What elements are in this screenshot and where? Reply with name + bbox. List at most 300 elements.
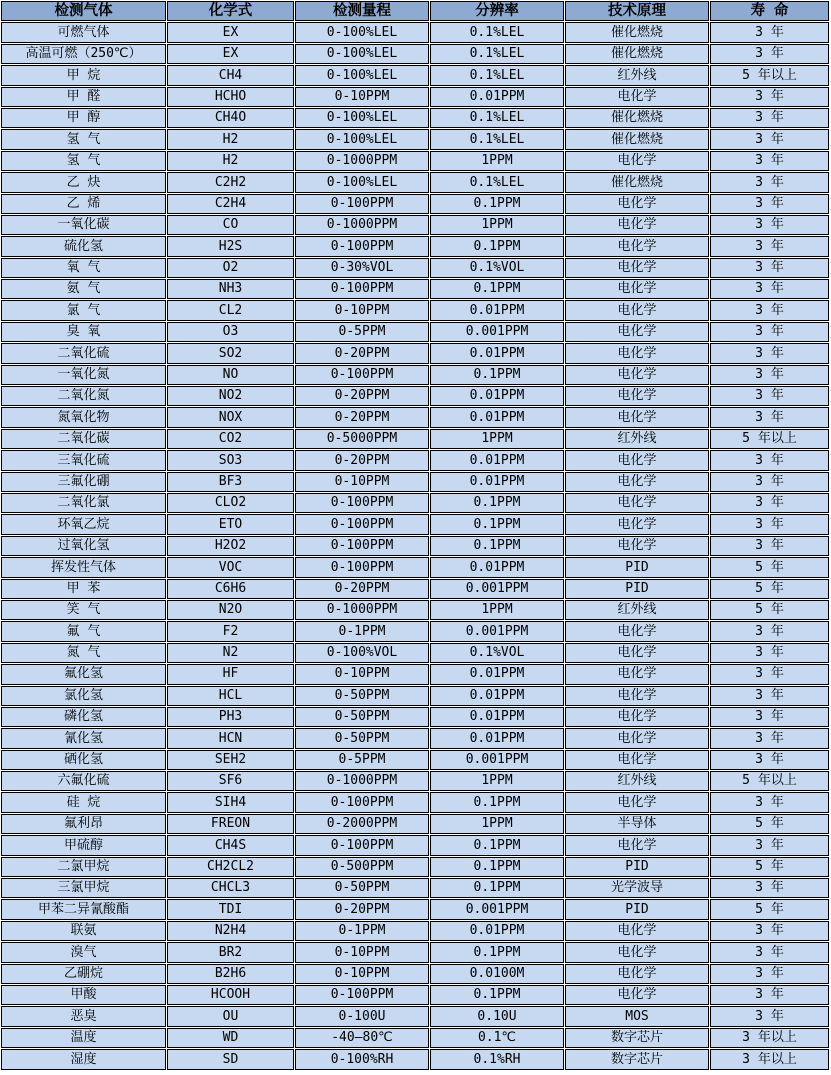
cell-technology: 电化学: [565, 215, 709, 235]
cell-technology: 电化学: [565, 407, 709, 427]
cell-detection-range: 0-50PPM: [295, 707, 429, 727]
table-row: [1, 899, 829, 919]
cell-resolution: 0.01PPM: [430, 472, 564, 492]
cell-chemical-formula: N2: [167, 643, 294, 663]
cell-lifespan: 5 年: [710, 814, 829, 834]
table-row: [1, 514, 829, 534]
table-row: [1, 621, 829, 641]
table-row: [1, 87, 829, 107]
column-header-resolution: 分辨率: [430, 1, 564, 21]
cell-lifespan: 3 年: [710, 921, 829, 941]
cell-resolution: 1PPM: [430, 429, 564, 449]
cell-lifespan: 3 年: [710, 22, 829, 42]
cell-technology: 电化学: [565, 664, 709, 684]
cell-detection-range: 0-20PPM: [295, 450, 429, 470]
table-row: [1, 194, 829, 214]
cell-gas-name: 二氯甲烷: [1, 857, 166, 877]
cell-technology: 电化学: [565, 386, 709, 406]
cell-resolution: 0.01PPM: [430, 300, 564, 320]
cell-chemical-formula: HCHO: [167, 87, 294, 107]
cell-technology: PID: [565, 579, 709, 599]
cell-gas-name: 三氯甲烷: [1, 878, 166, 898]
cell-gas-name: 氨 气: [1, 279, 166, 299]
cell-resolution: 1PPM: [430, 215, 564, 235]
cell-chemical-formula: CH4: [167, 65, 294, 85]
cell-chemical-formula: CL2: [167, 300, 294, 320]
cell-detection-range: 0-100PPM: [295, 365, 429, 385]
table-row: [1, 472, 829, 492]
cell-detection-range: 0-100%LEL: [295, 44, 429, 64]
cell-gas-name: 一氧化碳: [1, 215, 166, 235]
cell-resolution: 0.1PPM: [430, 236, 564, 256]
table-row: [1, 22, 829, 42]
cell-lifespan: 3 年: [710, 835, 829, 855]
cell-lifespan: 5 年以上: [710, 65, 829, 85]
cell-resolution: 0.01PPM: [430, 728, 564, 748]
cell-resolution: 0.001PPM: [430, 750, 564, 770]
column-header-gas-name: 检测气体: [1, 1, 166, 21]
cell-detection-range: 0-10PPM: [295, 300, 429, 320]
cell-technology: 电化学: [565, 643, 709, 663]
table-row: [1, 964, 829, 984]
cell-chemical-formula: CO: [167, 215, 294, 235]
cell-technology: 催化燃烧: [565, 108, 709, 128]
cell-technology: 电化学: [565, 322, 709, 342]
cell-detection-range: 0-100%LEL: [295, 108, 429, 128]
cell-gas-name: 臭 氧: [1, 322, 166, 342]
cell-resolution: 0.01PPM: [430, 557, 564, 577]
table-row: [1, 1006, 829, 1026]
cell-chemical-formula: CHCL3: [167, 878, 294, 898]
cell-chemical-formula: SO3: [167, 450, 294, 470]
cell-gas-name: 氮 气: [1, 643, 166, 663]
cell-detection-range: 0-100PPM: [295, 985, 429, 1005]
cell-resolution: 1PPM: [430, 600, 564, 620]
cell-detection-range: 0-100PPM: [295, 493, 429, 513]
cell-detection-range: 0-100PPM: [295, 536, 429, 556]
cell-detection-range: -40—80℃: [295, 1028, 429, 1048]
cell-gas-name: 可燃气体: [1, 22, 166, 42]
table-row: [1, 429, 829, 449]
cell-technology: 数字芯片: [565, 1049, 709, 1069]
cell-resolution: 1PPM: [430, 814, 564, 834]
cell-resolution: 0.1PPM: [430, 365, 564, 385]
table-row: [1, 108, 829, 128]
table-row: [1, 1049, 829, 1069]
cell-gas-name: 三氟化硼: [1, 472, 166, 492]
table-row: [1, 792, 829, 812]
cell-resolution: 0.001PPM: [430, 579, 564, 599]
cell-gas-name: 氰化氢: [1, 728, 166, 748]
cell-resolution: 0.01PPM: [430, 87, 564, 107]
cell-detection-range: 0-5PPM: [295, 322, 429, 342]
cell-gas-name: 二氧化硫: [1, 343, 166, 363]
cell-technology: 电化学: [565, 835, 709, 855]
cell-detection-range: 0-100%RH: [295, 1049, 429, 1069]
cell-resolution: 0.001PPM: [430, 621, 564, 641]
cell-chemical-formula: CLO2: [167, 493, 294, 513]
cell-technology: 电化学: [565, 621, 709, 641]
cell-detection-range: 0-10PPM: [295, 472, 429, 492]
cell-gas-name: 湿度: [1, 1049, 166, 1069]
cell-lifespan: 5 年以上: [710, 771, 829, 791]
column-header-lifespan: 寿 命: [710, 1, 829, 21]
cell-technology: 电化学: [565, 964, 709, 984]
cell-technology: 电化学: [565, 279, 709, 299]
cell-chemical-formula: TDI: [167, 899, 294, 919]
cell-chemical-formula: H2: [167, 129, 294, 149]
cell-detection-range: 0-100PPM: [295, 792, 429, 812]
table-row: [1, 557, 829, 577]
cell-lifespan: 3 年: [710, 707, 829, 727]
cell-gas-name: 高温可燃（250℃）: [1, 44, 166, 64]
column-header-technology: 技术原理: [565, 1, 709, 21]
cell-lifespan: 5 年: [710, 600, 829, 620]
cell-gas-name: 二氧化氯: [1, 493, 166, 513]
cell-lifespan: 3 年: [710, 322, 829, 342]
cell-technology: 电化学: [565, 942, 709, 962]
cell-detection-range: 0-5PPM: [295, 750, 429, 770]
cell-resolution: 0.1%VOL: [430, 643, 564, 663]
cell-lifespan: 3 年: [710, 300, 829, 320]
cell-chemical-formula: O3: [167, 322, 294, 342]
cell-chemical-formula: C2H4: [167, 194, 294, 214]
cell-lifespan: 3 年: [710, 172, 829, 192]
cell-lifespan: 3 年: [710, 365, 829, 385]
cell-lifespan: 3 年: [710, 194, 829, 214]
cell-detection-range: 0-10PPM: [295, 664, 429, 684]
cell-lifespan: 3 年: [710, 386, 829, 406]
cell-resolution: 0.01PPM: [430, 343, 564, 363]
cell-lifespan: 3 年: [710, 258, 829, 278]
table-row: [1, 365, 829, 385]
cell-detection-range: 0-10PPM: [295, 964, 429, 984]
cell-chemical-formula: WD: [167, 1028, 294, 1048]
cell-gas-name: 氮氧化物: [1, 407, 166, 427]
cell-detection-range: 0-1000PPM: [295, 215, 429, 235]
cell-chemical-formula: SO2: [167, 343, 294, 363]
cell-gas-name: 氢 气: [1, 129, 166, 149]
cell-lifespan: 3 年: [710, 472, 829, 492]
cell-lifespan: 3 年: [710, 643, 829, 663]
cell-gas-name: 六氟化硫: [1, 771, 166, 791]
table-row: [1, 215, 829, 235]
cell-detection-range: 0-20PPM: [295, 579, 429, 599]
cell-detection-range: 0-1000PPM: [295, 151, 429, 171]
table-row: [1, 407, 829, 427]
cell-lifespan: 3 年: [710, 236, 829, 256]
cell-resolution: 0.1PPM: [430, 514, 564, 534]
cell-gas-name: 乙 炔: [1, 172, 166, 192]
cell-technology: 催化燃烧: [565, 22, 709, 42]
cell-detection-range: 0-20PPM: [295, 386, 429, 406]
cell-resolution: 1PPM: [430, 771, 564, 791]
cell-gas-name: 氢 气: [1, 151, 166, 171]
cell-chemical-formula: BR2: [167, 942, 294, 962]
cell-detection-range: 0-20PPM: [295, 899, 429, 919]
cell-gas-name: 氟 气: [1, 621, 166, 641]
cell-lifespan: 3 年: [710, 129, 829, 149]
cell-chemical-formula: H2: [167, 151, 294, 171]
table-row: [1, 771, 829, 791]
cell-lifespan: 3 年: [710, 87, 829, 107]
cell-resolution: 0.1℃: [430, 1028, 564, 1048]
cell-technology: 电化学: [565, 258, 709, 278]
cell-resolution: 0.1%LEL: [430, 44, 564, 64]
cell-technology: 电化学: [565, 151, 709, 171]
cell-chemical-formula: SD: [167, 1049, 294, 1069]
cell-lifespan: 5 年: [710, 899, 829, 919]
cell-lifespan: 3 年: [710, 44, 829, 64]
cell-technology: 电化学: [565, 536, 709, 556]
cell-technology: 半导体: [565, 814, 709, 834]
cell-technology: 电化学: [565, 365, 709, 385]
cell-gas-name: 硅 烷: [1, 792, 166, 812]
cell-chemical-formula: OU: [167, 1006, 294, 1026]
cell-chemical-formula: HF: [167, 664, 294, 684]
cell-resolution: 0.01PPM: [430, 664, 564, 684]
cell-resolution: 0.001PPM: [430, 899, 564, 919]
column-header-chemical-formula: 化学式: [167, 1, 294, 21]
table-row: [1, 600, 829, 620]
cell-lifespan: 3 年: [710, 985, 829, 1005]
table-row: [1, 343, 829, 363]
cell-gas-name: 二氧化氮: [1, 386, 166, 406]
table-row: [1, 728, 829, 748]
cell-gas-name: 磷化氢: [1, 707, 166, 727]
cell-chemical-formula: CH4O: [167, 108, 294, 128]
cell-technology: 电化学: [565, 300, 709, 320]
cell-detection-range: 0-30%VOL: [295, 258, 429, 278]
column-header-detection-range: 检测量程: [295, 1, 429, 21]
table-row: [1, 664, 829, 684]
cell-chemical-formula: CH2CL2: [167, 857, 294, 877]
table-row: [1, 279, 829, 299]
cell-chemical-formula: PH3: [167, 707, 294, 727]
cell-resolution: 0.01PPM: [430, 707, 564, 727]
cell-resolution: 0.1%VOL: [430, 258, 564, 278]
cell-resolution: 0.1PPM: [430, 857, 564, 877]
cell-detection-range: 0-1PPM: [295, 621, 429, 641]
cell-gas-name: 乙硼烷: [1, 964, 166, 984]
cell-resolution: 0.1PPM: [430, 279, 564, 299]
cell-resolution: 0.01PPM: [430, 386, 564, 406]
cell-resolution: 0.1PPM: [430, 942, 564, 962]
cell-detection-range: 0-1PPM: [295, 921, 429, 941]
table-row: [1, 814, 829, 834]
cell-technology: 光学波导: [565, 878, 709, 898]
cell-resolution: 0.01PPM: [430, 407, 564, 427]
cell-technology: 电化学: [565, 472, 709, 492]
cell-detection-range: 0-100PPM: [295, 835, 429, 855]
cell-chemical-formula: FREON: [167, 814, 294, 834]
table-row: [1, 151, 829, 171]
cell-technology: 电化学: [565, 87, 709, 107]
cell-technology: 电化学: [565, 194, 709, 214]
cell-detection-range: 0-500PPM: [295, 857, 429, 877]
cell-detection-range: 0-20PPM: [295, 407, 429, 427]
table-row: [1, 1028, 829, 1048]
cell-resolution: 0.1PPM: [430, 985, 564, 1005]
table-row: [1, 65, 829, 85]
cell-technology: PID: [565, 857, 709, 877]
cell-technology: 红外线: [565, 65, 709, 85]
cell-resolution: 0.0100M: [430, 964, 564, 984]
cell-detection-range: 0-50PPM: [295, 686, 429, 706]
cell-lifespan: 3 年: [710, 108, 829, 128]
cell-chemical-formula: SEH2: [167, 750, 294, 770]
cell-lifespan: 3 年: [710, 964, 829, 984]
cell-detection-range: 0-100%LEL: [295, 65, 429, 85]
cell-resolution: 0.1PPM: [430, 493, 564, 513]
cell-gas-name: 氟化氢: [1, 664, 166, 684]
cell-technology: 电化学: [565, 985, 709, 1005]
table-row: [1, 921, 829, 941]
cell-resolution: 0.1%LEL: [430, 129, 564, 149]
cell-gas-name: 环氧乙烷: [1, 514, 166, 534]
cell-lifespan: 3 年: [710, 621, 829, 641]
cell-chemical-formula: BF3: [167, 472, 294, 492]
table-body: [1, 22, 829, 1069]
cell-lifespan: 5 年: [710, 557, 829, 577]
cell-chemical-formula: C2H2: [167, 172, 294, 192]
cell-chemical-formula: HCL: [167, 686, 294, 706]
cell-lifespan: 3 年: [710, 536, 829, 556]
cell-chemical-formula: H2O2: [167, 536, 294, 556]
cell-gas-name: 甲 烷: [1, 65, 166, 85]
cell-gas-name: 联氨: [1, 921, 166, 941]
cell-detection-range: 0-100%VOL: [295, 643, 429, 663]
cell-gas-name: 氧 气: [1, 258, 166, 278]
cell-chemical-formula: CH4S: [167, 835, 294, 855]
table-row: [1, 750, 829, 770]
cell-chemical-formula: NOX: [167, 407, 294, 427]
table-row: [1, 707, 829, 727]
cell-technology: PID: [565, 899, 709, 919]
cell-gas-name: 过氧化氢: [1, 536, 166, 556]
cell-detection-range: 0-1000PPM: [295, 771, 429, 791]
cell-lifespan: 3 年: [710, 215, 829, 235]
table-row: [1, 985, 829, 1005]
cell-chemical-formula: CO2: [167, 429, 294, 449]
cell-chemical-formula: O2: [167, 258, 294, 278]
cell-gas-name: 甲 苯: [1, 579, 166, 599]
cell-chemical-formula: NO: [167, 365, 294, 385]
cell-gas-name: 三氧化硫: [1, 450, 166, 470]
cell-gas-name: 甲 醛: [1, 87, 166, 107]
cell-gas-name: 硒化氢: [1, 750, 166, 770]
cell-resolution: 0.1PPM: [430, 792, 564, 812]
cell-detection-range: 0-1000PPM: [295, 600, 429, 620]
cell-detection-range: 0-5000PPM: [295, 429, 429, 449]
cell-lifespan: 5 年: [710, 579, 829, 599]
cell-chemical-formula: SF6: [167, 771, 294, 791]
cell-detection-range: 0-2000PPM: [295, 814, 429, 834]
cell-technology: MOS: [565, 1006, 709, 1026]
cell-lifespan: 3 年: [710, 878, 829, 898]
cell-detection-range: 0-100%LEL: [295, 172, 429, 192]
cell-gas-name: 氟利昂: [1, 814, 166, 834]
cell-technology: 电化学: [565, 686, 709, 706]
cell-chemical-formula: NO2: [167, 386, 294, 406]
cell-chemical-formula: N2O: [167, 600, 294, 620]
cell-technology: 电化学: [565, 792, 709, 812]
cell-gas-name: 硫化氢: [1, 236, 166, 256]
cell-detection-range: 0-100PPM: [295, 236, 429, 256]
cell-gas-name: 二氧化碳: [1, 429, 166, 449]
cell-detection-range: 0-100PPM: [295, 194, 429, 214]
cell-technology: 红外线: [565, 429, 709, 449]
cell-lifespan: 3 年: [710, 750, 829, 770]
cell-resolution: 0.10U: [430, 1006, 564, 1026]
cell-lifespan: 3 年: [710, 514, 829, 534]
cell-detection-range: 0-10PPM: [295, 942, 429, 962]
cell-gas-name: 乙 烯: [1, 194, 166, 214]
cell-gas-name: 氯 气: [1, 300, 166, 320]
cell-lifespan: 5 年: [710, 857, 829, 877]
cell-gas-name: 一氧化氮: [1, 365, 166, 385]
cell-chemical-formula: VOC: [167, 557, 294, 577]
cell-lifespan: 3 年以上: [710, 1028, 829, 1048]
cell-gas-name: 甲苯二异氰酸酯: [1, 899, 166, 919]
cell-gas-name: 溴气: [1, 942, 166, 962]
cell-chemical-formula: ETO: [167, 514, 294, 534]
table-row: [1, 450, 829, 470]
cell-lifespan: 3 年: [710, 279, 829, 299]
cell-gas-name: 恶臭: [1, 1006, 166, 1026]
cell-technology: 电化学: [565, 921, 709, 941]
cell-technology: 电化学: [565, 750, 709, 770]
cell-technology: 电化学: [565, 493, 709, 513]
cell-lifespan: 3 年以上: [710, 1049, 829, 1069]
cell-lifespan: 3 年: [710, 664, 829, 684]
table-row: [1, 44, 829, 64]
table-row: [1, 258, 829, 278]
cell-resolution: 0.1%RH: [430, 1049, 564, 1069]
cell-technology: 催化燃烧: [565, 172, 709, 192]
cell-lifespan: 3 年: [710, 686, 829, 706]
cell-lifespan: 3 年: [710, 493, 829, 513]
cell-chemical-formula: B2H6: [167, 964, 294, 984]
cell-technology: 电化学: [565, 236, 709, 256]
cell-resolution: 0.1PPM: [430, 878, 564, 898]
cell-resolution: 0.01PPM: [430, 450, 564, 470]
table-row: [1, 536, 829, 556]
cell-gas-name: 甲酸: [1, 985, 166, 1005]
table-row: [1, 493, 829, 513]
cell-lifespan: 3 年: [710, 1006, 829, 1026]
cell-technology: 催化燃烧: [565, 129, 709, 149]
cell-technology: 电化学: [565, 514, 709, 534]
table-row: [1, 300, 829, 320]
table-row: [1, 236, 829, 256]
table-row: [1, 878, 829, 898]
cell-resolution: 0.001PPM: [430, 322, 564, 342]
cell-gas-name: 笑 气: [1, 600, 166, 620]
table-row: [1, 857, 829, 877]
cell-resolution: 0.1PPM: [430, 835, 564, 855]
cell-resolution: 0.1%LEL: [430, 65, 564, 85]
cell-resolution: 0.1%LEL: [430, 172, 564, 192]
table-row: [1, 386, 829, 406]
cell-lifespan: 3 年: [710, 407, 829, 427]
cell-technology: 电化学: [565, 728, 709, 748]
cell-technology: 红外线: [565, 771, 709, 791]
cell-chemical-formula: HCOOH: [167, 985, 294, 1005]
cell-gas-name: 甲 醇: [1, 108, 166, 128]
cell-detection-range: 0-50PPM: [295, 878, 429, 898]
cell-detection-range: 0-100%LEL: [295, 22, 429, 42]
